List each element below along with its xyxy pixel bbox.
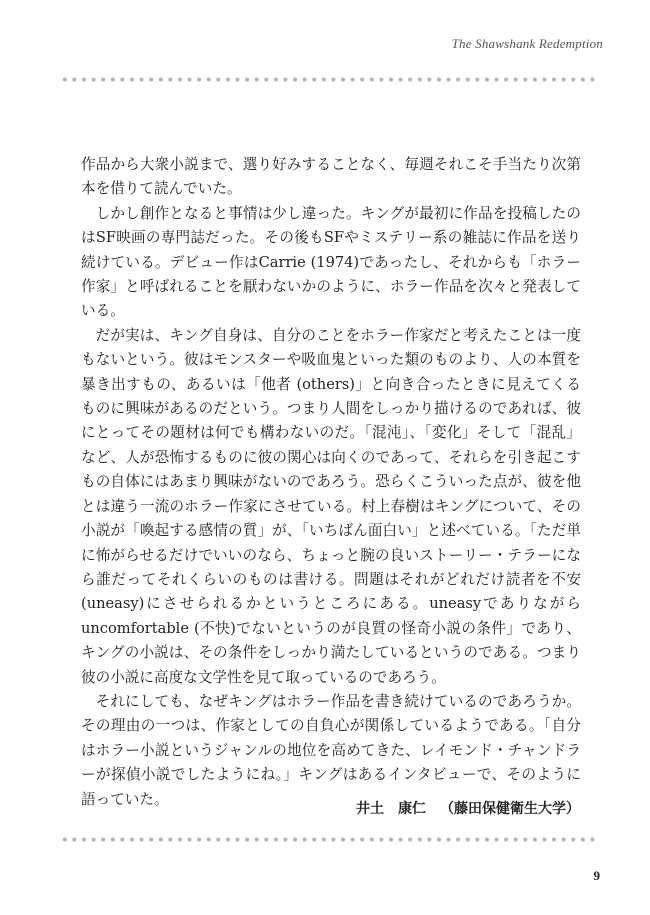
article-body <box>81 153 581 812</box>
author-signature <box>356 798 580 818</box>
paragraph-2: しかし創作となると事情は少し違った。キングが最初に作品を投稿したのはSF映画の専門誌だった。その後もSFやミステリー系の雑誌に作品を送り続けている。デビュー作はCarrie (1974)であったし、それからも「ホラー作家」と呼ばれることを厭わないかのように、ホラー作品を次々と発表している。 <box>81 204 581 320</box>
top-dotted-rule <box>60 77 600 82</box>
author-name: 井土 康仁 <box>356 801 426 817</box>
paragraph-3: だが実は、キング自身は、自分のことをホラー作家だと考えたことは一度もないという。彼はモンスターや吸血鬼といった類のものより、人の本質を暴き出すもの、あるいは「他者 (others)」と向き合ったときに見えてくるものに興味があるのだという。つまり人間をしっかり描けるのであれば、彼にとってその題材は何でも構わないのだ。「混沌」、「変化」そして「混乱」など、人が恐怖するものに彼の関心は向くのであって、それらを引き起こすもの自体にはあまり興味がないのであろう。恐らくこういった点が、彼を他とは違う一流のホラー作家にさせている。村上春樹はキングについて、その小説が「喚起する感情の質」が、「いちばん面白い」と述べている。「ただ単に怖がらせるだけでいいのなら、ちょっと腕の良いストーリー・テラーになら誰だってそれくらいのものは書ける。問題はそれがどれだけ読者を不安 (uneasy)にさせられるかというところにある。uneasyでありながらuncomfortable (不快)でないというのが良質の怪奇小説の条件」であり、キングの小説は、その条件をしっかり満たしているというのである。つまり彼の小説に高度な文学性を見て取っているのであろう。 <box>81 326 581 686</box>
author-affiliation: （藤田保健衛生大学） <box>440 801 580 817</box>
running-header-title: The Shawshank Redemption <box>451 36 603 51</box>
paragraph-4: それにしても、なぜキングはホラー作品を書き続けているのであろうか。その理由の一つは、作家としての自負心が関係しているようである。「自分はホラー小説というジャンルの地位を高めてきた、レイモンド・チャンドラーが探偵小説でしたようにね。」キングはあるインタビューで、そのように語っていた。 <box>81 692 581 808</box>
bottom-dotted-rule <box>60 837 600 842</box>
page-number: 9 <box>593 868 600 883</box>
paragraph-1: 作品から大衆小説まで、選り好みすることなく、毎週それこそ手当たり次第本を借りて読んでいた。 <box>81 156 581 198</box>
